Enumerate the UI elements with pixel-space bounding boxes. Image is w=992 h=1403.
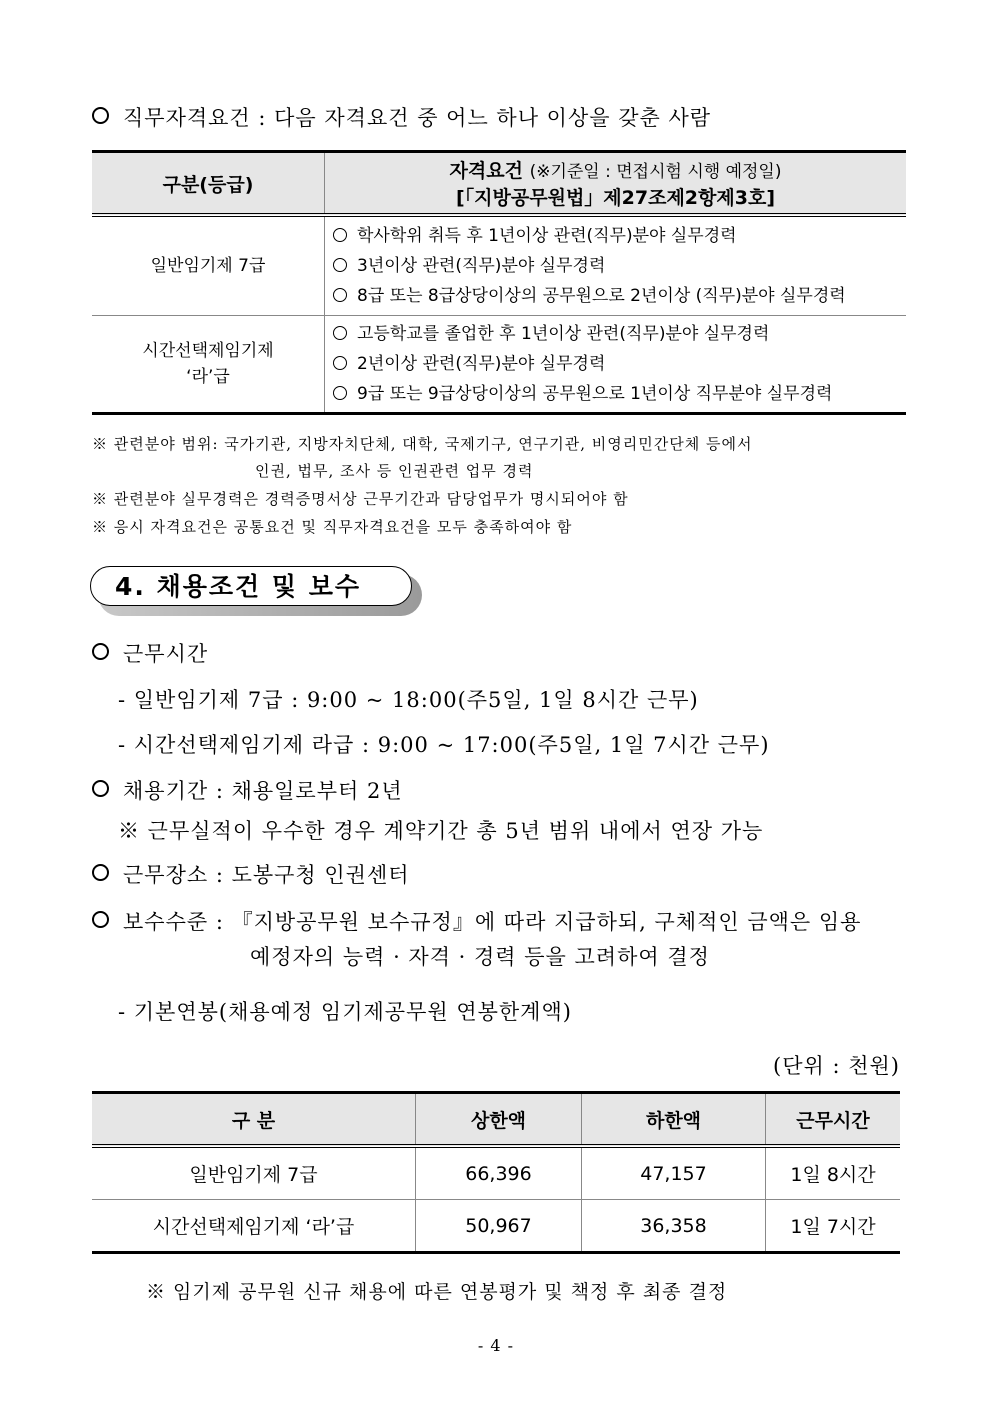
pay-line1: 보수수준 : 『지방공무원 보수규정』에 따라 지급하되, 구체적인 금액은 임용 [123, 910, 862, 934]
cell-upper-limit: 50,967 [416, 1200, 582, 1253]
cell-upper-limit: 66,396 [416, 1146, 582, 1200]
qualification-table [92, 150, 906, 415]
row-category-text: 일반임기제 7급 [150, 256, 266, 276]
header-category: 구분(등급) [92, 152, 325, 216]
header-work-hours: 근무시간 [766, 1093, 901, 1147]
circle-bullet-icon [333, 356, 347, 370]
salary-table [92, 1091, 900, 1254]
pay-heading [92, 906, 861, 936]
period-note: ※ 근무실적이 우수한 경우 계약기간 총 5년 범위 내에서 연장 가능 [118, 819, 764, 843]
requirement-text: 학사학위 취득 후 1년이상 관련(직무)분야 실무경력 [357, 226, 737, 246]
row-category [92, 215, 325, 316]
table-row [92, 1146, 900, 1200]
note-requirements-all: ※ 응시 자격요건은 공통요건 및 직무자격요건을 모두 충족하여야 함 [92, 518, 573, 536]
requirement-item [325, 281, 906, 311]
work-hours-heading [92, 638, 208, 668]
circle-bullet-icon [333, 326, 347, 340]
requirement-item [325, 349, 906, 379]
location-label: 근무장소 : 도봉구청 인권센터 [123, 863, 410, 887]
period-label: 채용기간 : 채용일로부터 2년 [123, 779, 403, 803]
header-upper-limit: 상한액 [416, 1093, 582, 1147]
requirement-text: 9급 또는 9급상당이상의 공무원으로 1년이상 직무분야 실무경력 [357, 384, 833, 404]
table-row [92, 215, 906, 316]
circle-bullet-icon [333, 258, 347, 272]
note-experience-proof: ※ 관련분야 실무경력은 경력증명서상 근무기간과 담당업무가 명시되어야 함 [92, 490, 629, 508]
cell-work-hours: 1일 8시간 [766, 1146, 901, 1200]
unit-label: (단위 : 천원) [773, 1054, 900, 1078]
header-category: 구 분 [92, 1093, 416, 1147]
circle-bullet-icon [92, 911, 109, 928]
circle-bullet-icon [333, 386, 347, 400]
row-category-text: 시간선택제임기제 [142, 341, 274, 361]
requirement-item [325, 221, 906, 251]
circle-bullet-icon [333, 228, 347, 242]
work-hours-item: - 시간선택제임기제 라급 : 9:00 ~ 17:00(주5일, 1일 7시간 근무) [118, 733, 770, 757]
note-related-field-cont: 인권, 법무, 조사 등 인권관련 업무 경력 [255, 462, 534, 480]
requirement-text: 3년이상 관련(직무)분야 실무경력 [357, 256, 606, 276]
row-requirements [325, 316, 907, 414]
cell-lower-limit: 47,157 [582, 1146, 766, 1200]
circle-bullet-icon [92, 643, 109, 660]
cell-lower-limit: 36,358 [582, 1200, 766, 1253]
header-lower-limit: 하한액 [582, 1093, 766, 1147]
table-row [92, 1200, 900, 1253]
work-hours-item: - 일반임기제 7급 : 9:00 ~ 18:00(주5일, 1일 8시간 근무) [118, 688, 699, 712]
cell-category: 시간선택제임기제 ‘라’급 [92, 1200, 416, 1253]
work-hours-label: 근무시간 [123, 642, 209, 666]
cell-category: 일반임기제 7급 [92, 1146, 416, 1200]
requirement-item [325, 379, 906, 409]
circle-bullet-icon [92, 864, 109, 881]
circle-bullet-icon [92, 780, 109, 797]
page-number: - 4 - [477, 1336, 515, 1355]
period-heading [92, 775, 403, 805]
requirement-text: 고등학교를 졸업한 후 1년이상 관련(직무)분야 실무경력 [357, 324, 770, 344]
pay-line2: 예정자의 능력 · 자격 · 경력 등을 고려하여 결정 [250, 945, 710, 969]
header-requirements-title: 자격요건 [449, 160, 523, 182]
header-requirements-law: [「지방공무원법」제27조제2항제3호] [456, 187, 775, 209]
row-category [92, 316, 325, 414]
header-requirements-note: (※기준일 : 면접시험 시행 예정일) [529, 162, 782, 182]
header-requirements [325, 152, 907, 216]
location-heading [92, 859, 410, 889]
pay-sub: - 기본연봉(채용예정 임기제공무원 연봉한계액) [118, 1000, 572, 1024]
row-requirements [325, 215, 907, 316]
qualification-heading [92, 102, 711, 132]
table-row [92, 316, 906, 414]
note-related-field: ※ 관련분야 범위: 국가기관, 지방자치단체, 대학, 국제기구, 연구기관, 비영리민간단체 등에서 [92, 435, 753, 453]
requirement-item [325, 251, 906, 281]
section-heading: 4. 채용조건 및 보수 [90, 566, 412, 606]
circle-bullet-icon [333, 288, 347, 302]
requirement-text: 2년이상 관련(직무)분야 실무경력 [357, 354, 606, 374]
circle-bullet-icon [92, 107, 109, 124]
requirement-text: 8급 또는 8급상당이상의 공무원으로 2년이상 (직무)분야 실무경력 [357, 286, 846, 306]
final-note: ※ 임기제 공무원 신규 채용에 따른 연봉평가 및 책정 후 최종 결정 [146, 1281, 728, 1303]
row-category-text-line2: ‘라’급 [186, 367, 230, 387]
qualification-heading-text: 직무자격요건 : 다음 자격요건 중 어느 하나 이상을 갖춘 사람 [123, 106, 712, 130]
cell-work-hours: 1일 7시간 [766, 1200, 901, 1253]
requirement-item [325, 319, 906, 349]
